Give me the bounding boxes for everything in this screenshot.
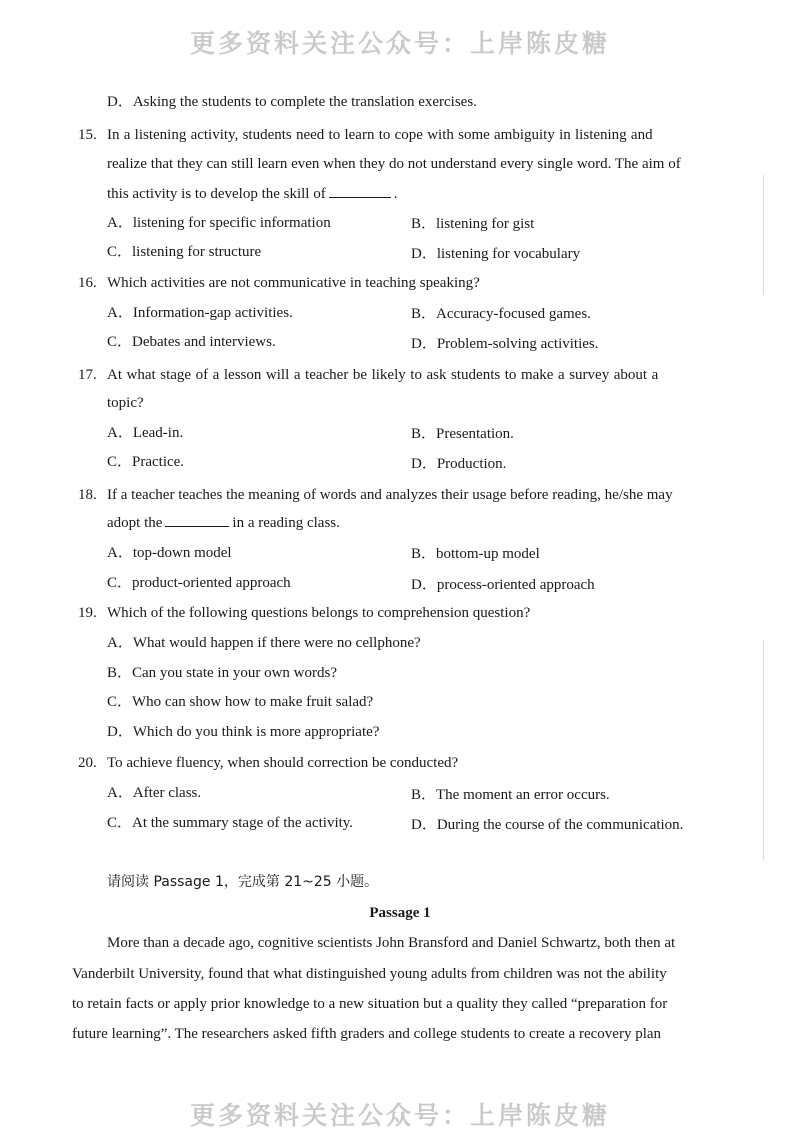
q18-number: 18. (78, 487, 97, 503)
q15-number: 15. (78, 127, 97, 143)
q16-option-a: A．Information-gap activities. (107, 305, 293, 321)
answer-blank (165, 512, 229, 527)
q15-option-c: C．listening for structure (107, 244, 262, 260)
q16-number: 16. (78, 275, 97, 291)
q18-option-a: A．top-down model (107, 545, 232, 561)
q20-option-b: B．The moment an error occurs. (411, 787, 610, 803)
q20-option-c: C．At the summary stage of the activity. (107, 815, 354, 831)
watermark-top: 更多资料关注公众号：上岸陈皮糖 (189, 29, 610, 58)
q18-option-c: C．product-oriented approach (107, 575, 291, 591)
q20-stem: To achieve fluency, when should correction be conducted? (107, 755, 459, 771)
q20-option-d: D．During the course of the communication. (411, 817, 684, 833)
q17-number: 17. (78, 367, 97, 383)
q20-number: 20. (78, 755, 97, 771)
q17-stem-line-2: topic? (107, 395, 144, 411)
passage-line-2: Vanderbilt University, found that what distinguished young adults from children was not the ability (72, 966, 667, 982)
q17-option-a: A．Lead-in. (107, 425, 184, 441)
q19-stem: Which of the following questions belongs to comprehension question? (107, 605, 531, 621)
q18-stem-line-2 (107, 512, 340, 533)
watermark-bottom: 更多资料关注公众号：上岸陈皮糖 (189, 1101, 610, 1130)
q15-stem-line-1: In a listening activity, students need to learn to cope with some ambiguity in listening and (107, 127, 653, 143)
q19-option-c: C．Who can show how to make fruit salad? (107, 694, 374, 710)
q17-option-d: D．Production. (411, 456, 507, 472)
q17-option-c: C．Practice. (107, 454, 185, 470)
q14-option-d: D．Asking the students to complete the translation exercises. (107, 94, 477, 110)
q15-stem-line-2: realize that they can still learn even when they do not understand every single word. The aim of (107, 156, 681, 172)
q17-option-b: B．Presentation. (411, 426, 514, 442)
scan-artifact (763, 175, 764, 295)
q18-option-b: B．bottom-up model (411, 546, 540, 562)
q15-option-d: D．listening for vocabulary (411, 246, 581, 262)
q15-stem-period: . (393, 186, 398, 202)
q15-stem-text: this activity is to develop the skill of (107, 186, 326, 202)
q18-option-d: D．process-oriented approach (411, 577, 595, 593)
q15-stem-line-3 (107, 183, 397, 204)
q16-stem: Which activities are not communicative in teaching speaking? (107, 275, 480, 291)
q16-option-b: B．Accuracy-focused games. (411, 306, 591, 322)
q19-option-a: A．What would happen if there were no cellphone? (107, 635, 421, 651)
scan-artifact (763, 640, 764, 860)
q18-stem-text-end: in a reading class. (232, 515, 340, 531)
q15-option-a: A．listening for specific information (107, 215, 331, 231)
q20-option-a: A．After class. (107, 785, 202, 801)
passage-line-4: future learning”. The researchers asked fifth graders and college students to create a recovery plan (72, 1026, 662, 1042)
q19-option-b: B．Can you state in your own words? (107, 665, 337, 681)
reading-instruction: 请阅读 Passage 1，完成第 21~25 小题。 (107, 874, 379, 890)
passage-line-1: More than a decade ago, cognitive scientists John Bransford and Daniel Schwartz, both then at (107, 935, 676, 951)
q19-number: 19. (78, 605, 97, 621)
q15-option-b: B．listening for gist (411, 216, 535, 232)
q16-option-c: C．Debates and interviews. (107, 334, 276, 350)
q18-stem-text: adopt the (107, 515, 163, 531)
passage-line-3: to retain facts or apply prior knowledge to a new situation but a quality they called “preparation for (72, 996, 668, 1012)
q18-stem-line-1: If a teacher teaches the meaning of words and analyzes their usage before reading, he/she may (107, 487, 673, 503)
answer-blank (329, 183, 391, 198)
q16-option-d: D．Problem-solving activities. (411, 336, 599, 352)
q17-stem-line-1: At what stage of a lesson will a teacher be likely to ask students to make a survey about a (107, 367, 659, 383)
q19-option-d: D．Which do you think is more appropriate? (107, 724, 380, 740)
passage-title: Passage 1 (369, 905, 431, 921)
